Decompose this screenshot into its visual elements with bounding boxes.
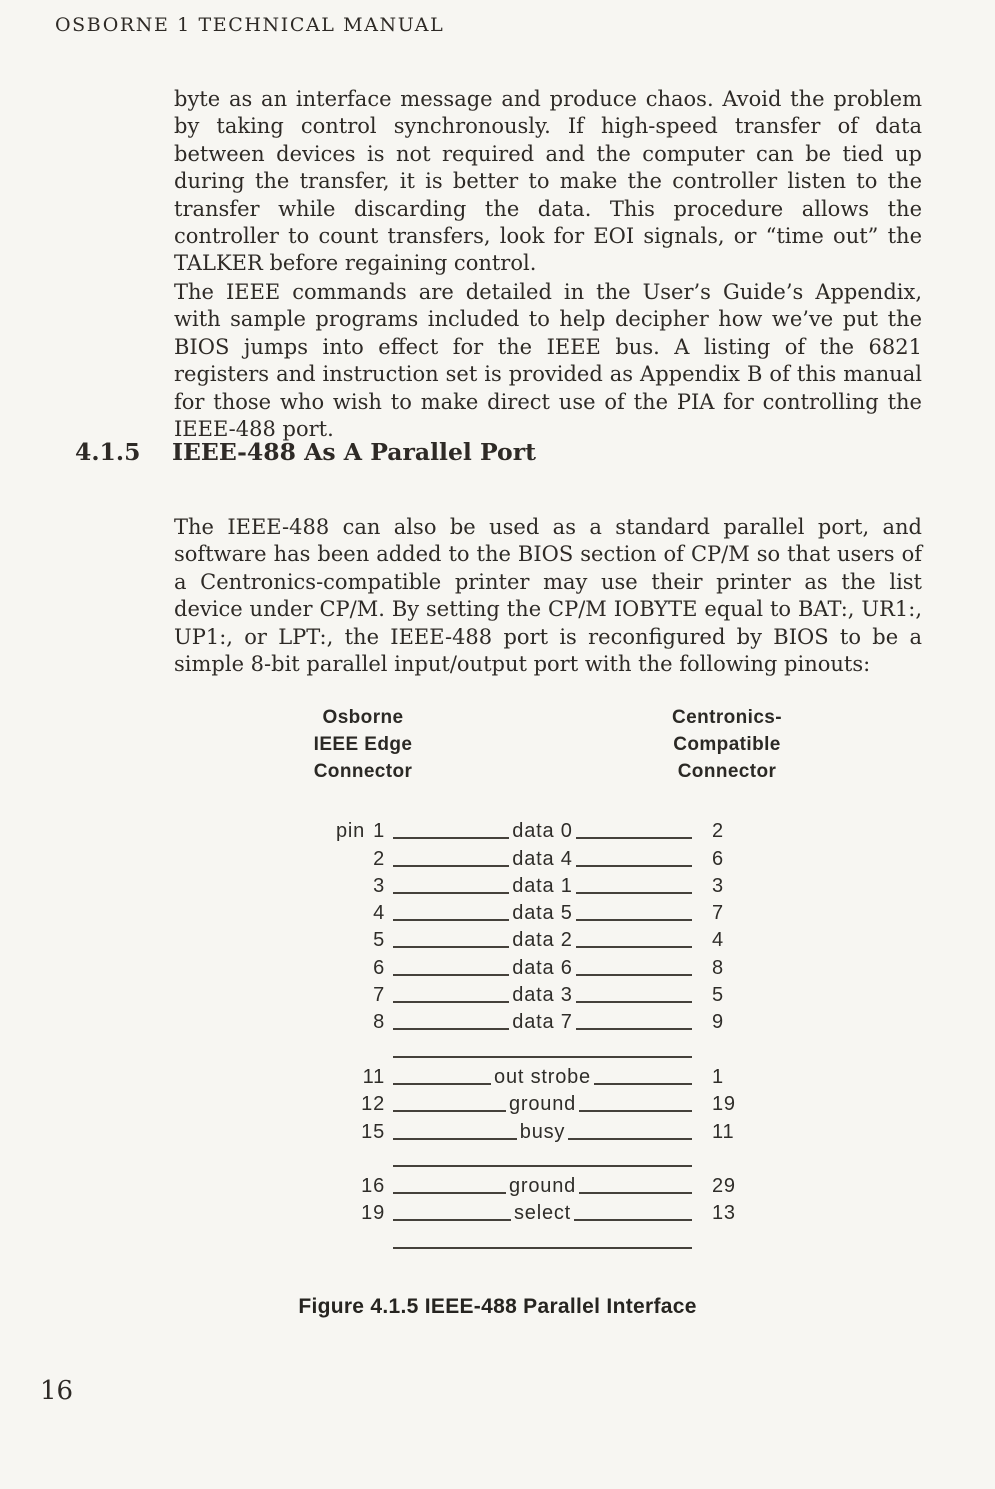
centronics-pin-number: 5 <box>712 984 724 1007</box>
centronics-pin-number: 19 <box>712 1093 736 1116</box>
header-line: Connector <box>313 761 413 782</box>
osborne-pin-cell <box>300 875 385 898</box>
centronics-pin-number: 9 <box>712 1011 724 1034</box>
pinout-table <box>300 816 760 1253</box>
header-line: Centronics- <box>672 707 782 728</box>
osborne-pin-number: 16 <box>361 1175 385 1198</box>
header-line: Osborne <box>322 707 404 728</box>
underline-right <box>579 1192 692 1194</box>
osborne-pin-number: 6 <box>373 956 385 979</box>
signal-label: data 1 <box>512 874 573 897</box>
pinout-row <box>300 898 760 925</box>
underline-left <box>393 1138 517 1140</box>
underline-right <box>574 1219 692 1221</box>
paragraph-ieee-control: byte as an interface message and produce chaos. Avoid the problem by taking control synchronously. If high-speed transfer of data between devices is not required and the computer can be tied up during the transfer, it is better to make the controller listen to the transfer while discarding the data. This procedure allows the controller to count transfers, look for EOI signals, or “time out” the TALKER before regaining control. <box>174 87 922 276</box>
figure-caption: Figure 4.1.5 IEEE-488 Parallel Interface <box>298 1295 697 1318</box>
osborne-pin-number: 12 <box>361 1093 385 1116</box>
signal-label: data 5 <box>512 902 573 925</box>
pinout-row <box>300 1007 760 1034</box>
underline-left <box>393 1083 491 1085</box>
pinout-row <box>300 871 760 898</box>
signal-line <box>393 929 692 952</box>
osborne-pin-cell <box>300 1202 385 1225</box>
underline-left <box>393 946 509 948</box>
osborne-pin-number: 1 <box>373 820 385 843</box>
underline-left <box>393 865 509 867</box>
underline-right <box>576 892 692 894</box>
signal-label: data 4 <box>512 847 573 870</box>
pinout-header-centronics <box>617 704 837 785</box>
signal-line <box>393 875 692 898</box>
osborne-pin-cell <box>300 820 385 843</box>
underline-left <box>393 1001 509 1003</box>
separator-line <box>393 1056 692 1058</box>
underline-left <box>393 1110 506 1112</box>
pinout-row <box>300 925 760 952</box>
underline-right <box>576 1028 692 1030</box>
signal-line <box>393 1121 692 1144</box>
underline-right <box>576 919 692 921</box>
page-number: 16 <box>40 1376 74 1406</box>
signal-line <box>393 1175 692 1198</box>
separator-line-area <box>393 1056 692 1062</box>
separator-line-area <box>393 1247 692 1253</box>
osborne-pin-number: 4 <box>373 902 385 925</box>
centronics-pin-number: 3 <box>712 874 724 897</box>
separator-line <box>393 1247 692 1249</box>
signal-label: select <box>513 1202 572 1225</box>
underline-right <box>576 974 692 976</box>
signal-label: out strobe <box>494 1065 591 1088</box>
osborne-pin-number: 11 <box>362 1065 385 1088</box>
pinout-row <box>300 1062 760 1089</box>
signal-label: data 2 <box>512 929 573 952</box>
underline-left <box>393 1219 511 1221</box>
centronics-pin-number: 29 <box>712 1175 736 1198</box>
separator-line <box>393 1165 692 1167</box>
signal-line <box>393 1011 692 1034</box>
pinout-row <box>300 952 760 979</box>
osborne-pin-number: 8 <box>373 1011 385 1034</box>
centronics-pin-number: 1 <box>712 1065 724 1088</box>
section-number: 4.1.5 <box>75 438 141 466</box>
running-header: OSBORNE 1 TECHNICAL MANUAL <box>55 14 445 36</box>
pinout-row <box>300 843 760 870</box>
centronics-pin-number: 8 <box>712 956 724 979</box>
underline-right <box>576 865 692 867</box>
centronics-pin-number: 4 <box>712 929 724 952</box>
osborne-pin-number: 2 <box>373 847 385 870</box>
pinout-row <box>300 816 760 843</box>
signal-line <box>393 984 692 1007</box>
osborne-pin-cell <box>300 1066 385 1089</box>
centronics-pin-number: 11 <box>712 1120 735 1143</box>
centronics-pin-number: 2 <box>712 820 724 843</box>
header-line: Compatible <box>673 734 781 755</box>
pinout-row <box>300 1089 760 1116</box>
signal-label: data 7 <box>512 1011 573 1034</box>
pinout-row <box>300 1116 760 1143</box>
centronics-pin-number: 7 <box>712 902 724 925</box>
signal-label: busy <box>519 1120 566 1143</box>
centronics-pin-number: 6 <box>712 847 724 870</box>
underline-left <box>393 892 509 894</box>
signal-label: ground <box>508 1093 577 1116</box>
underline-right <box>568 1138 692 1140</box>
osborne-pin-number: 5 <box>373 929 385 952</box>
pinout-separator <box>300 1144 760 1171</box>
header-line: Connector <box>677 761 777 782</box>
underline-right <box>594 1083 692 1085</box>
section-title: IEEE-488 As A Parallel Port <box>172 438 536 466</box>
underline-right <box>579 1110 692 1112</box>
osborne-pin-cell <box>300 1121 385 1144</box>
signal-line <box>393 902 692 925</box>
underline-left <box>393 974 509 976</box>
pinout-row <box>300 1171 760 1198</box>
underline-left <box>393 919 509 921</box>
paragraph-parallel-port: The IEEE-488 can also be used as a standard parallel port, and software has been added to the BIOS section of CP/M so that users of a Centronics-compatible printer may use their printer as the list device under CP/M. By setting the CP/M IOBYTE equal to BAT:, UR1:, UP1:, or LPT:, the IEEE-488 port is reconfigured by BIOS to be a simple 8-bit parallel input/output port with the following pinouts: <box>174 515 922 677</box>
signal-label: ground <box>508 1175 577 1198</box>
signal-line <box>393 1093 692 1116</box>
paragraph-ieee-commands: The IEEE commands are detailed in the User’s Guide’s Appendix, with sample programs included to help decipher how we’ve put the BIOS jumps into effect for the IEEE bus. A listing of the 6821 registers and instruction set is provided as Appendix B of this manual for those who wish to make direct use of the PIA for controlling the IEEE-488 port. <box>174 280 922 442</box>
osborne-pin-number: 15 <box>361 1120 385 1143</box>
underline-right <box>576 946 692 948</box>
osborne-pin-number: 3 <box>373 874 385 897</box>
pinout-header-osborne <box>253 704 473 785</box>
signal-line <box>393 820 692 843</box>
osborne-pin-number: 19 <box>361 1202 385 1225</box>
signal-line <box>393 1202 692 1225</box>
osborne-pin-cell <box>300 1093 385 1116</box>
header-line: IEEE Edge <box>313 734 413 755</box>
underline-right <box>576 837 692 839</box>
osborne-pin-cell <box>300 984 385 1007</box>
pin-prefix: pin <box>335 820 366 843</box>
underline-right <box>576 1001 692 1003</box>
underline-left <box>393 1028 509 1030</box>
pinout-separator <box>300 1225 760 1252</box>
signal-label: data 3 <box>512 984 573 1007</box>
pinout-row <box>300 980 760 1007</box>
separator-line-area <box>393 1165 692 1171</box>
osborne-pin-cell <box>300 1011 385 1034</box>
signal-line <box>393 957 692 980</box>
osborne-pin-cell <box>300 929 385 952</box>
signal-label: data 0 <box>512 820 573 843</box>
osborne-pin-cell <box>300 848 385 871</box>
osborne-pin-cell <box>300 1175 385 1198</box>
pinout-row <box>300 1198 760 1225</box>
osborne-pin-number: 7 <box>373 984 385 1007</box>
signal-line <box>393 1066 692 1089</box>
signal-line <box>393 848 692 871</box>
pinout-separator <box>300 1034 760 1061</box>
osborne-pin-cell <box>300 957 385 980</box>
osborne-pin-cell <box>300 902 385 925</box>
signal-label: data 6 <box>512 956 573 979</box>
underline-left <box>393 837 509 839</box>
centronics-pin-number: 13 <box>712 1202 736 1225</box>
underline-left <box>393 1192 506 1194</box>
